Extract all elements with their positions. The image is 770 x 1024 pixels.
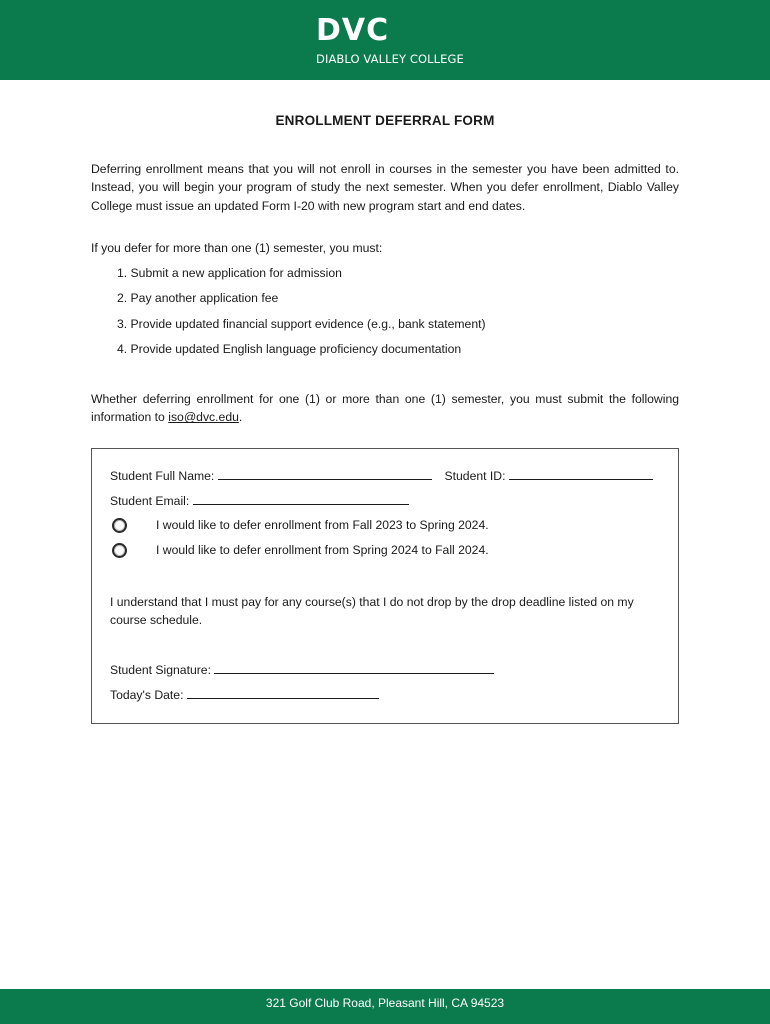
date-row	[110, 687, 379, 702]
email-row	[110, 493, 409, 508]
submission-end: .	[238, 410, 243, 425]
date-label: Today's Date:	[110, 688, 184, 702]
option-2-radio[interactable]	[112, 543, 127, 558]
name-label: Student Full Name:	[110, 469, 215, 483]
name-field[interactable]	[218, 468, 432, 480]
footer-address: 321 Golf Club Road, Pleasant Hill, CA 94523	[265, 996, 505, 1010]
email-link[interactable]: iso@dvc.edu	[168, 410, 239, 425]
signature-label: Student Signature:	[110, 663, 211, 677]
id-label: Student ID:	[444, 469, 506, 483]
signature-field[interactable]	[214, 662, 494, 674]
intro-paragraph: Deferring enrollment means that you will not enroll in courses in the semester you have been admitted to. Instead, you will begin your program of study the next semester. When you defer enrollment, Diablo Valley College must issue an updated Form I-20 with new program start and end dates.	[91, 162, 679, 213]
page-title: ENROLLMENT DEFERRAL FORM	[275, 113, 495, 128]
logo-college-name: DIABLO VALLEY COLLEGE	[316, 52, 464, 66]
list-item: 1. Submit a new application for admission	[117, 266, 342, 280]
signature-row	[110, 662, 494, 677]
requirements-list	[117, 264, 486, 365]
defer-more-paragraph: If you defer for more than one (1) semester, you must:	[91, 241, 383, 255]
student-id-field[interactable]	[509, 468, 653, 480]
logo-mark: DVC	[316, 13, 390, 48]
footer-banner	[0, 989, 770, 1024]
acknowledgement-text: I understand that I must pay for any course(s) that I do not drop by the drop deadline listed on my course schedule.	[110, 595, 634, 628]
option-2-label: I would like to defer enrollment from Spring 2024 to Fall 2024.	[156, 543, 489, 557]
option-1-label: I would like to defer enrollment from Fall 2023 to Spring 2024.	[156, 518, 489, 532]
list-item: 2. Pay another application fee	[117, 291, 279, 306]
list-item: 4. Provide updated English language proficiency documentation	[117, 341, 462, 356]
submission-text: Whether deferring enrollment for one (1) or more than one (1) semester, you must submit the following information to	[91, 392, 679, 425]
name-id-row	[110, 468, 653, 483]
header-banner	[0, 0, 770, 80]
deferral-form-box	[91, 448, 679, 724]
list-item: 3. Provide updated financial support evidence (e.g., bank statement)	[117, 316, 486, 331]
dvc-logo	[316, 13, 464, 66]
submission-paragraph	[91, 390, 679, 427]
date-field[interactable]	[187, 687, 379, 699]
option-1-radio[interactable]	[112, 518, 127, 533]
email-label: Student Email:	[110, 494, 190, 508]
email-field[interactable]	[193, 493, 409, 505]
